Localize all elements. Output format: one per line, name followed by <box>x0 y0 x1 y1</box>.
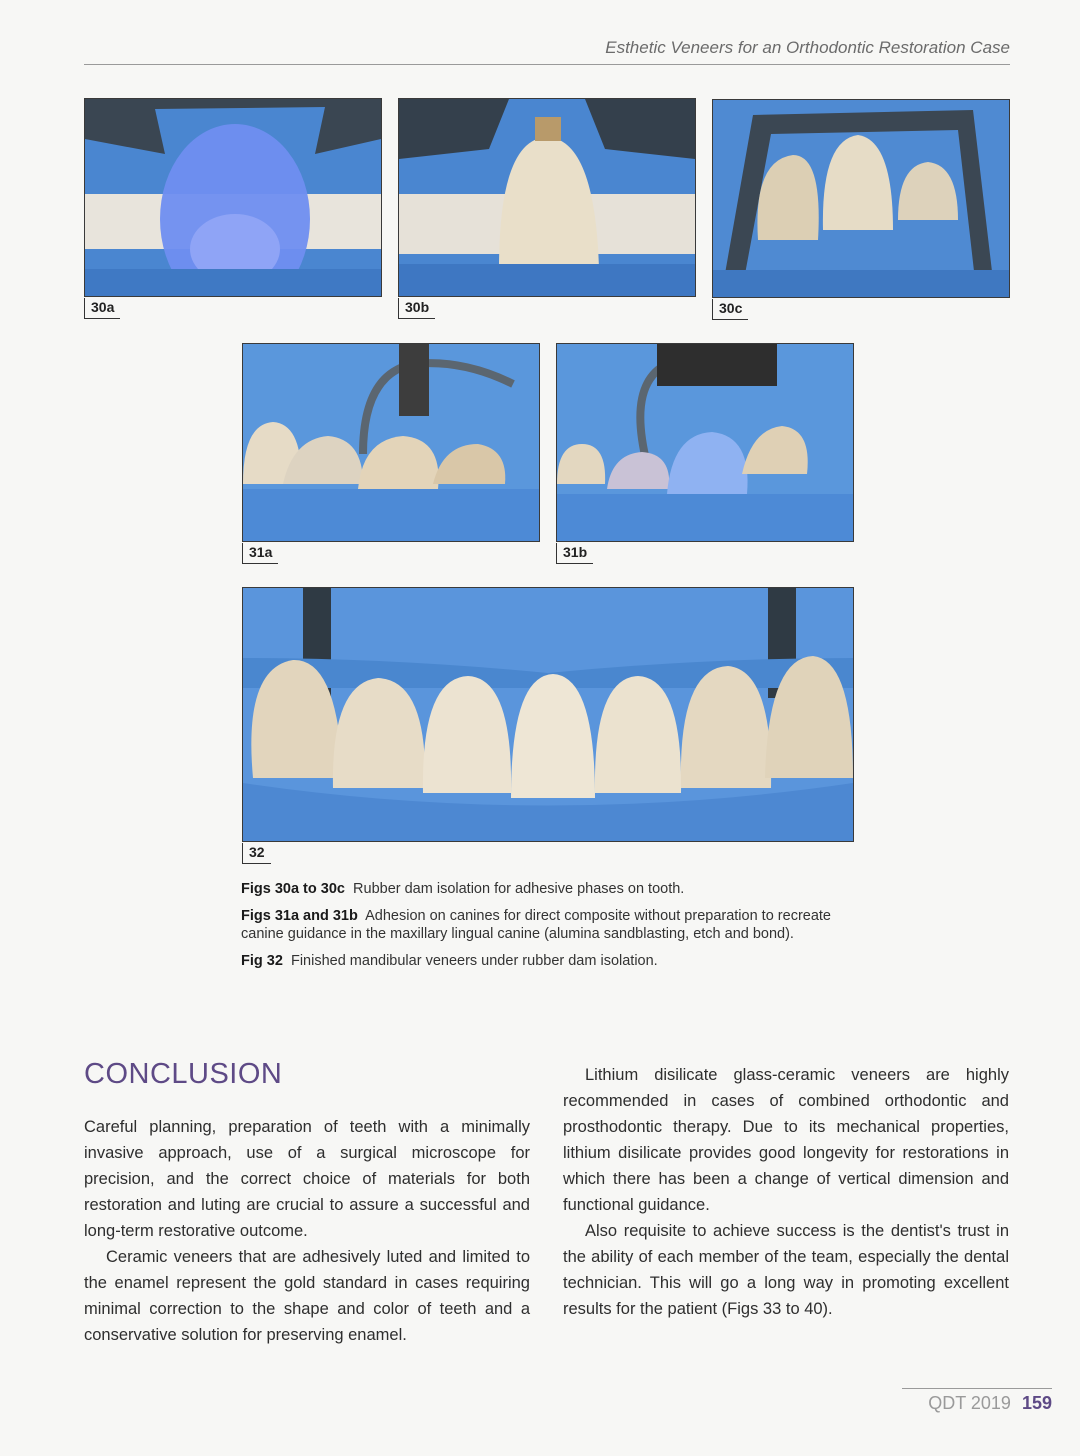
right-column <box>563 1062 1009 1322</box>
figure-32-photo <box>242 587 854 842</box>
figure-31a-photo <box>242 343 540 542</box>
page-number: 159 <box>1021 1393 1052 1413</box>
running-head: Esthetic Veneers for an Orthodontic Restoration Case <box>84 38 1010 65</box>
caption-30: Figs 30a to 30c Rubber dam isolation for adhesive phases on tooth. <box>241 881 685 897</box>
paragraph: Careful planning, preparation of teeth with a minimally invasive approach, use of a surgical microscope for precision, and the correct choice of materials for both restoration and luting are crucial to assure a successful and long-term restorative outcome. <box>84 1118 530 1240</box>
figure-30b-photo <box>398 98 696 297</box>
figure-30a-label: 30a <box>84 298 120 319</box>
figure-30c-label: 30c <box>712 299 748 320</box>
figure-captions <box>241 880 861 979</box>
paragraph: Lithium disilicate glass-ceramic veneers are highly recommended in cases of combined orthodontic and prosthodontic therapy. Due to its mechanical properties, lithium disilicate provides good longevity for restorations in which there has been a change of vertical dimension and functional guidance. <box>563 1066 1009 1214</box>
section-heading: CONCLUSION <box>84 1058 283 1090</box>
figure-31a-label: 31a <box>242 543 278 564</box>
caption-32: Fig 32 Finished mandibular veneers under rubber dam isolation. <box>241 953 658 969</box>
figure-30b-label: 30b <box>398 298 435 319</box>
paragraph: Ceramic veneers that are adhesively luted and limited to the enamel represent the gold standard in cases requiring minimal correction to the shape and color of teeth and a conservative solution for preserving enamel. <box>84 1248 530 1344</box>
figure-30a-photo <box>84 98 382 297</box>
figure-31b-photo <box>556 343 854 542</box>
journal-name: QDT 2019 <box>928 1393 1011 1413</box>
paragraph: Also requisite to achieve success is the dentist's trust in the ability of each member of the team, especially the dental technician. This will go a long way in promoting excellent results for the patient (Figs 33 to 40). <box>563 1222 1009 1318</box>
figure-30c-photo <box>712 99 1010 298</box>
page-footer <box>902 1388 1052 1414</box>
left-column <box>84 1114 530 1348</box>
figure-31b-label: 31b <box>556 543 593 564</box>
figure-32-label: 32 <box>242 843 271 864</box>
caption-31: Figs 31a and 31b Adhesion on canines for direct composite without preparation to recreate canine guidance in the maxillary lingual canine (alumina sandblasting, etch and bond). <box>241 908 832 942</box>
